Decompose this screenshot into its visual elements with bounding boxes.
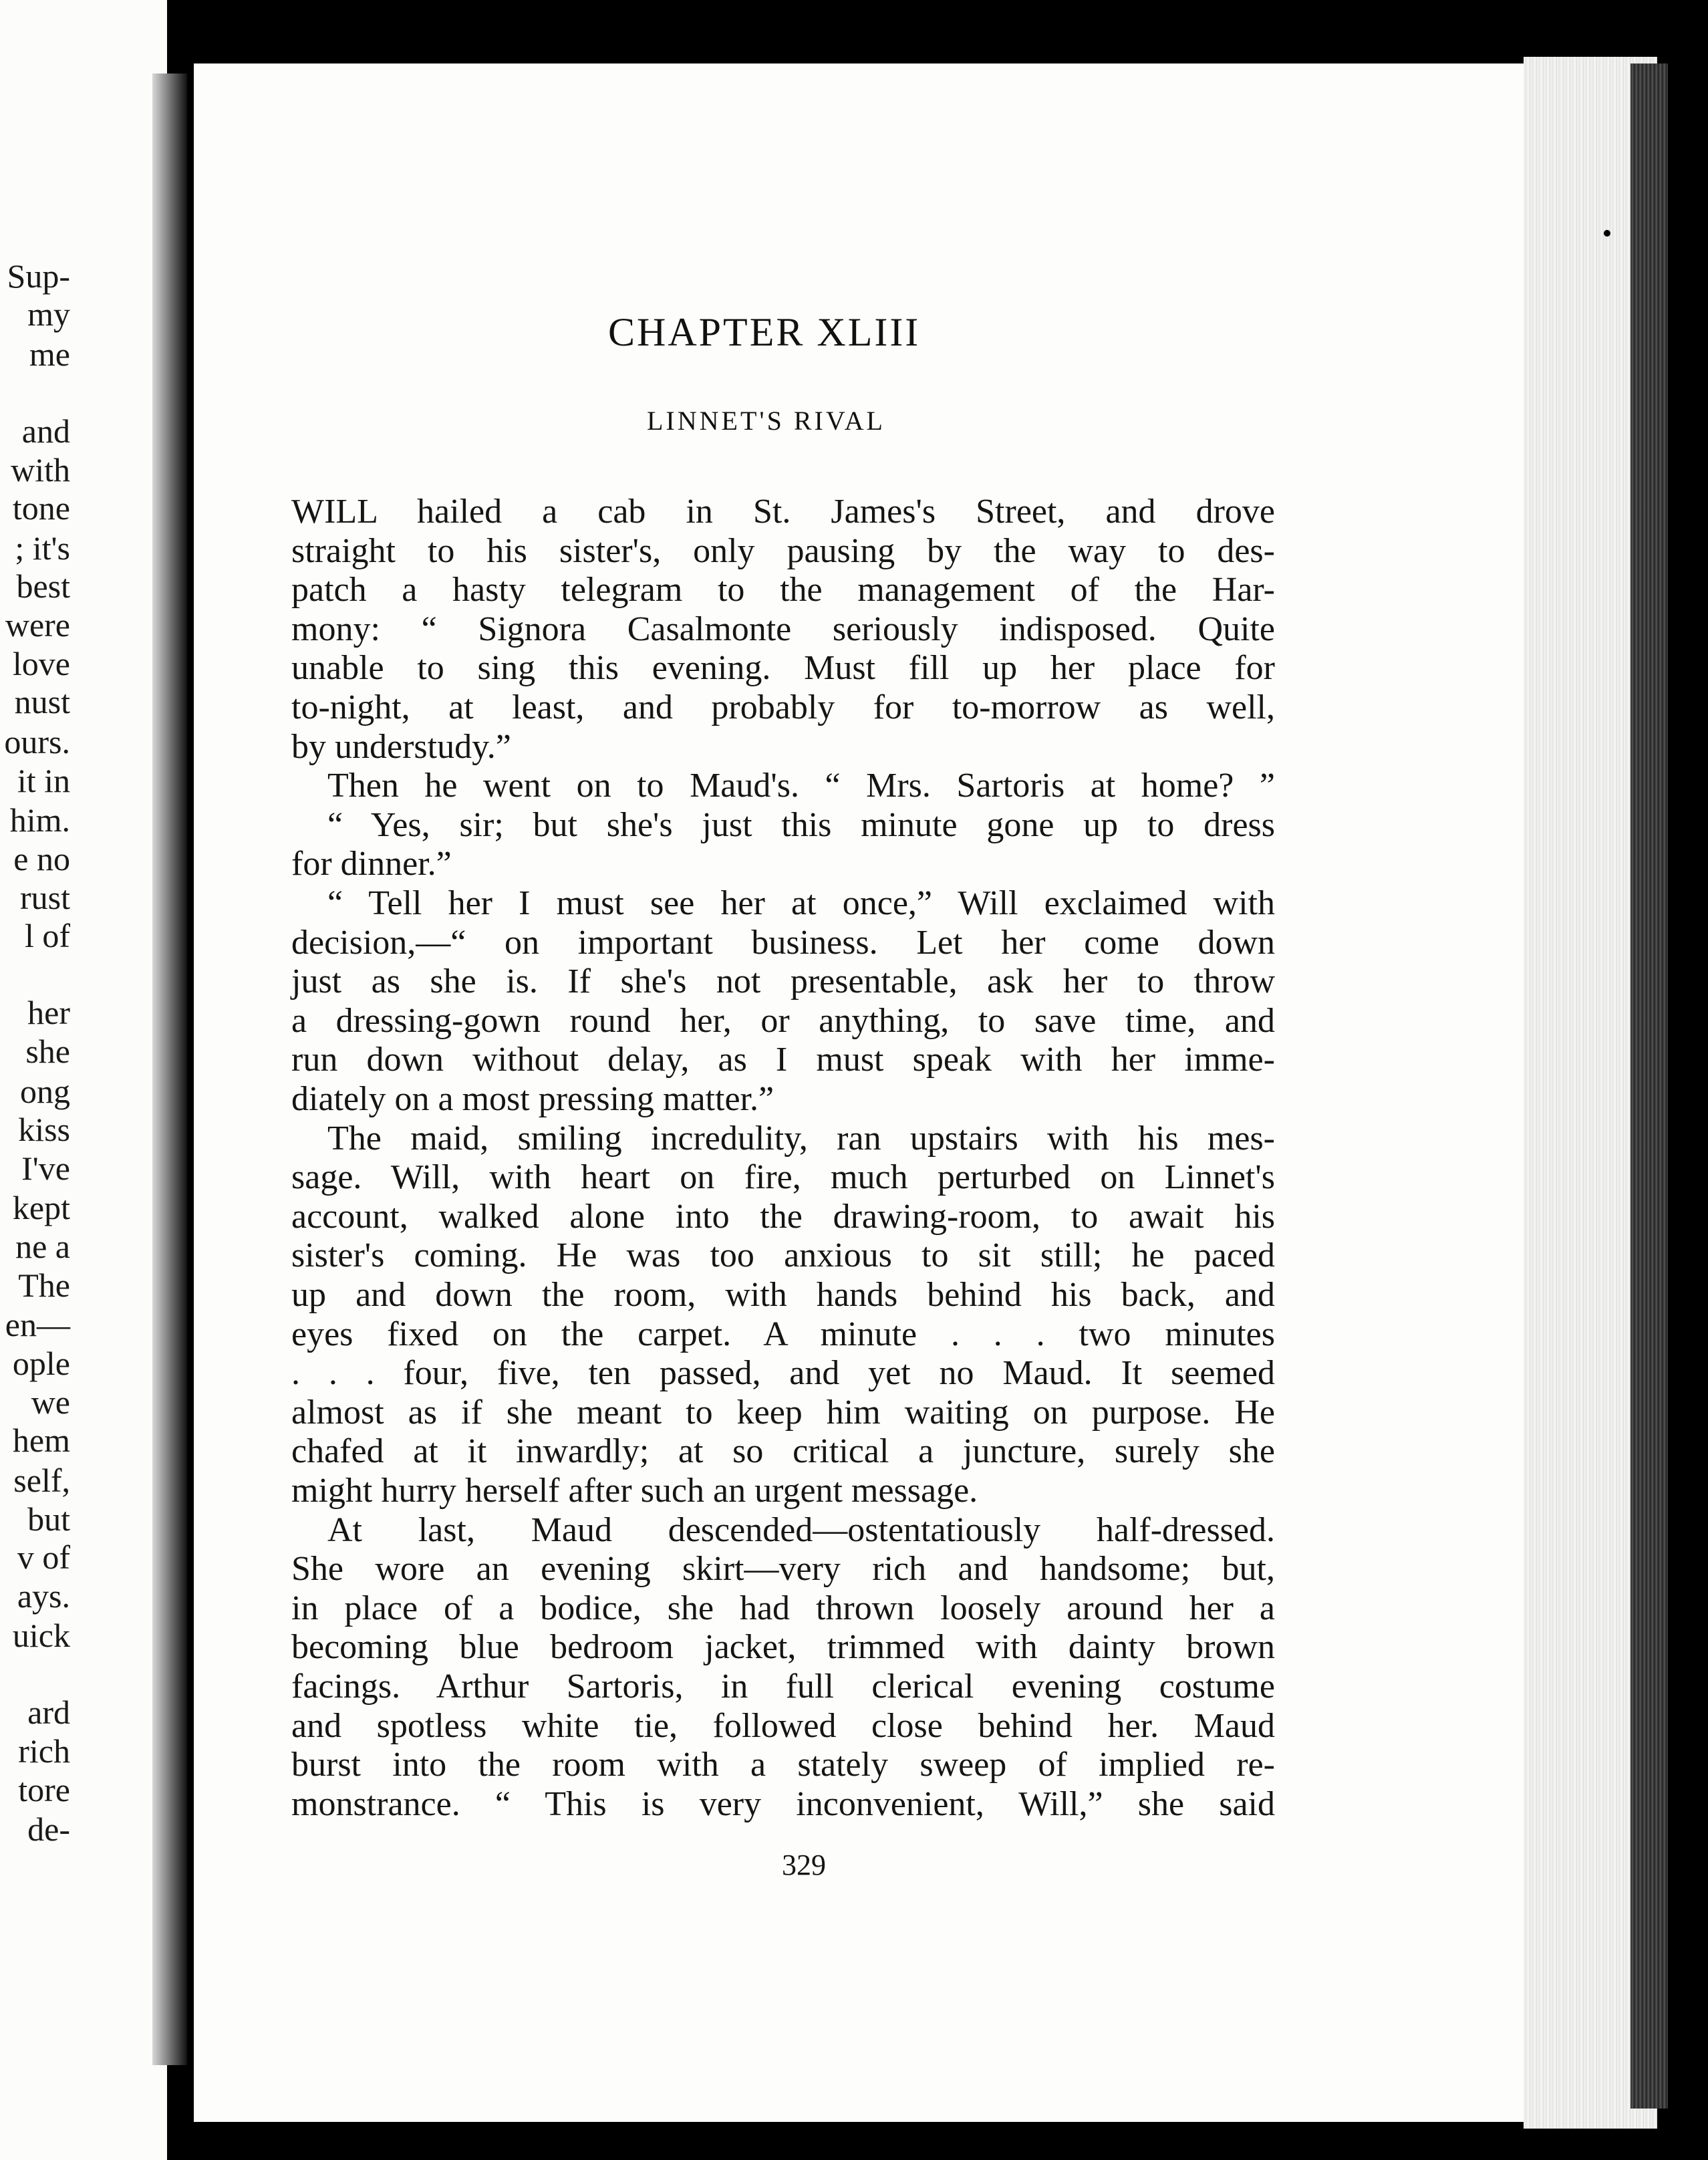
- body-line: by understudy.”: [291, 727, 511, 766]
- previous-page-line: and: [21, 412, 70, 450]
- previous-page-line: ard: [27, 1694, 70, 1731]
- body-line: straight to his sister's, only pausing by the way to des-: [291, 531, 1275, 570]
- previous-page-line: I've: [21, 1150, 70, 1187]
- body-line: almost as if she meant to keep him waiting on purpose. He: [291, 1393, 1275, 1432]
- previous-page-line: e no: [13, 840, 70, 878]
- previous-page-line: it in: [17, 762, 70, 799]
- previous-page-line: me: [29, 335, 70, 373]
- previous-page-line: en—: [5, 1306, 70, 1343]
- previous-page-line: were: [5, 606, 70, 644]
- previous-page-line: uick: [12, 1617, 70, 1654]
- previous-page-line: rust: [20, 879, 70, 916]
- body-line: a dressing-gown round her, or anything, to save time, and: [291, 1001, 1275, 1040]
- previous-page-line: Sup-: [7, 257, 70, 295]
- body-line: run down without delay, as I must speak with her imme-: [291, 1041, 1275, 1079]
- previous-page-line: v of: [17, 1538, 70, 1576]
- previous-page-line: best: [16, 567, 70, 605]
- body-line: in place of a bodice, she had thrown loosely around her a: [291, 1589, 1275, 1627]
- body-line: account, walked alone into the drawing-room, to await his: [291, 1197, 1275, 1236]
- previous-page-line: ; it's: [15, 529, 70, 567]
- previous-page-line: my: [27, 295, 70, 333]
- body-line: decision,—“ on important business. Let her come down: [291, 923, 1275, 962]
- previous-page-line: we: [31, 1383, 70, 1421]
- book-cover-edge: [1630, 63, 1668, 2109]
- body-line: Then he went on to Maud's. “ Mrs. Sartoris at home? ”: [327, 767, 1275, 805]
- previous-page-line: l of: [24, 917, 70, 954]
- body-line: might hurry herself after such an urgent message.: [291, 1472, 978, 1510]
- previous-page-line: rich: [18, 1732, 70, 1770]
- body-line: burst into the room with a stately sweep of implied re-: [291, 1746, 1275, 1784]
- previous-page-line: de-: [27, 1810, 70, 1848]
- body-line: mony: “ Signora Casalmonte seriously indisposed. Quite: [291, 610, 1275, 648]
- previous-page-line: she: [25, 1033, 70, 1070]
- body-line: patch a hasty telegram to the management of the Har-: [291, 571, 1275, 610]
- body-line: unable to sing this evening. Must fill up her place for: [291, 649, 1275, 688]
- previous-page-line: love: [12, 645, 70, 682]
- body-line: sister's coming. He was too anxious to sit still; he paced: [291, 1236, 1275, 1275]
- scan-speck: [1604, 230, 1610, 237]
- book-gutter: [152, 74, 187, 2065]
- body-line: diately on a most pressing matter.”: [291, 1080, 774, 1118]
- previous-page-text-column: [0, 0, 77, 2160]
- previous-page-line: nust: [14, 683, 70, 720]
- body-line: facings. Arthur Sartoris, in full clerical evening costume: [291, 1667, 1275, 1706]
- body-line: to-night, at least, and probably for to-morrow as well,: [291, 688, 1275, 726]
- previous-page-line: The: [18, 1266, 70, 1304]
- previous-page-line: hem: [12, 1422, 70, 1459]
- body-line: She wore an evening skirt—very rich and handsome; but,: [291, 1550, 1275, 1589]
- body-line: “ Tell her I must see her at once,” Will exclaimed with: [327, 884, 1275, 922]
- previous-page-line: kept: [12, 1189, 70, 1226]
- previous-page-line: kiss: [18, 1111, 70, 1148]
- body-line: . . . four, five, ten passed, and yet no Maud. It seemed: [291, 1354, 1275, 1393]
- page-number: 329: [782, 1849, 826, 1881]
- body-line: eyes fixed on the carpet. A minute . . . two minutes: [291, 1315, 1275, 1353]
- body-line: chafed at it inwardly; at so critical a juncture, surely she: [291, 1432, 1275, 1471]
- previous-page-line: ople: [12, 1345, 70, 1382]
- previous-page-line: her: [27, 994, 70, 1031]
- previous-page-fragment: [0, 0, 167, 2160]
- body-line: up and down the room, with hands behind his back, and: [291, 1276, 1275, 1314]
- previous-page-line: ong: [20, 1073, 70, 1110]
- body-line: and spotless white tie, followed close behind her. Maud: [291, 1706, 1275, 1745]
- body-line: “ Yes, sir; but she's just this minute gone up to dress: [327, 805, 1275, 844]
- body-line: for dinner.”: [291, 845, 452, 884]
- body-line: becoming blue bedroom jacket, trimmed with dainty brown: [291, 1628, 1275, 1667]
- previous-page-line: but: [27, 1500, 70, 1538]
- previous-page-line: him.: [9, 801, 70, 839]
- body-line: The maid, smiling incredulity, ran upstairs with his mes-: [327, 1119, 1275, 1158]
- body-line: sage. Will, with heart on fire, much perturbed on Linnet's: [291, 1158, 1275, 1197]
- previous-page-line: tore: [18, 1771, 70, 1808]
- chapter-title: CHAPTER XLIII: [608, 310, 921, 354]
- previous-page-line: ne a: [15, 1228, 70, 1265]
- previous-page-line: ours.: [4, 723, 70, 761]
- body-line: At last, Maud descended—ostentatiously half-dressed.: [327, 1510, 1275, 1549]
- body-line: WILL hailed a cab in St. James's Street, and drove: [291, 493, 1275, 531]
- body-line: just as she is. If she's not presentable, ask her to throw: [291, 962, 1275, 1001]
- previous-page-line: with: [11, 451, 70, 489]
- previous-page-line: self,: [13, 1462, 70, 1499]
- previous-page-line: ays.: [17, 1577, 70, 1615]
- body-line: monstrance. “ This is very inconvenient, Will,” she said: [291, 1784, 1275, 1823]
- chapter-subtitle: LINNET'S RIVAL: [647, 406, 885, 436]
- previous-page-line: tone: [12, 489, 70, 527]
